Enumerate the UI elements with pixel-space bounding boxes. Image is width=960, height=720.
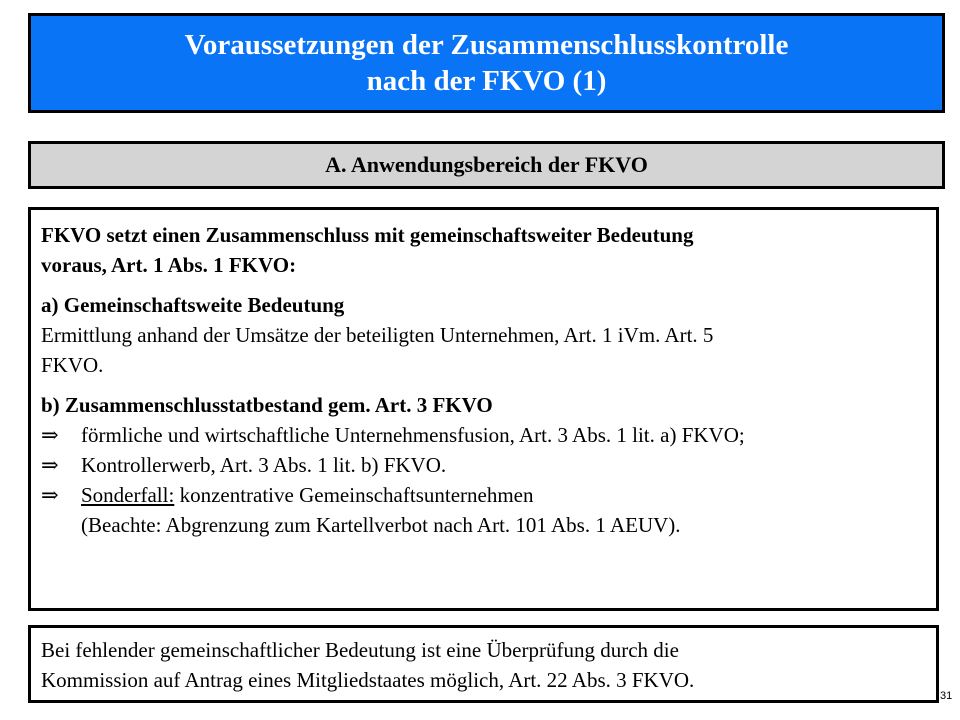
a-heading: a) Gemeinschaftsweite Bedeutung — [41, 293, 345, 317]
b-item-3-note: (Beachte: Abgrenzung zum Kartellverbot nach Art. 101 Abs. 1 AEUV). — [81, 513, 681, 537]
footer-note-line-2: Kommission auf Antrag eines Mitgliedstaates möglich, Art. 22 Abs. 3 FKVO. — [41, 668, 695, 692]
implies-arrow-icon: ⇒ — [41, 453, 59, 477]
b-item-1-text: förmliche und wirtschaftliche Unternehmensfusion, Art. 3 Abs. 1 lit. a) FKVO; — [81, 423, 745, 447]
b-item-3-text: konzentrative Gemeinschaftsunternehmen — [174, 483, 534, 507]
footer-note-panel — [28, 625, 939, 703]
b-item-1 — [41, 420, 924, 450]
intro-line-2: voraus, Art. 1 Abs. 1 FKVO: — [41, 253, 297, 277]
implies-arrow-icon: ⇒ — [41, 423, 59, 447]
b-item-3 — [41, 480, 924, 510]
slide-title — [28, 13, 945, 113]
title-line-2: nach der FKVO (1) — [366, 65, 607, 97]
footer-note-line-1: Bei fehlender gemeinschaftlicher Bedeutung ist eine Überprüfung durch die — [41, 638, 679, 662]
page-number: 31 — [940, 690, 953, 702]
a-text-line-1: Ermittlung anhand der Umsätze der beteiligten Unternehmen, Art. 1 iVm. Art. 5 — [41, 323, 714, 347]
section-heading — [28, 141, 945, 189]
implies-arrow-icon: ⇒ — [41, 483, 59, 507]
content-panel — [28, 207, 939, 611]
section-heading-text: A. Anwendungsbereich der FKVO — [325, 152, 648, 177]
intro-line-1: FKVO setzt einen Zusammenschluss mit gemeinschaftsweiter Bedeutung — [41, 223, 694, 247]
a-text-line-2: FKVO. — [41, 353, 104, 377]
b-item-3-label: Sonderfall: — [81, 483, 175, 507]
title-line-1: Voraussetzungen der Zusammenschlusskontrolle — [184, 29, 789, 61]
b-heading: b) Zusammenschlusstatbestand gem. Art. 3 FKVO — [41, 393, 493, 417]
b-item-2 — [41, 450, 924, 480]
b-item-2-text: Kontrollerwerb, Art. 3 Abs. 1 lit. b) FKVO. — [81, 453, 447, 477]
